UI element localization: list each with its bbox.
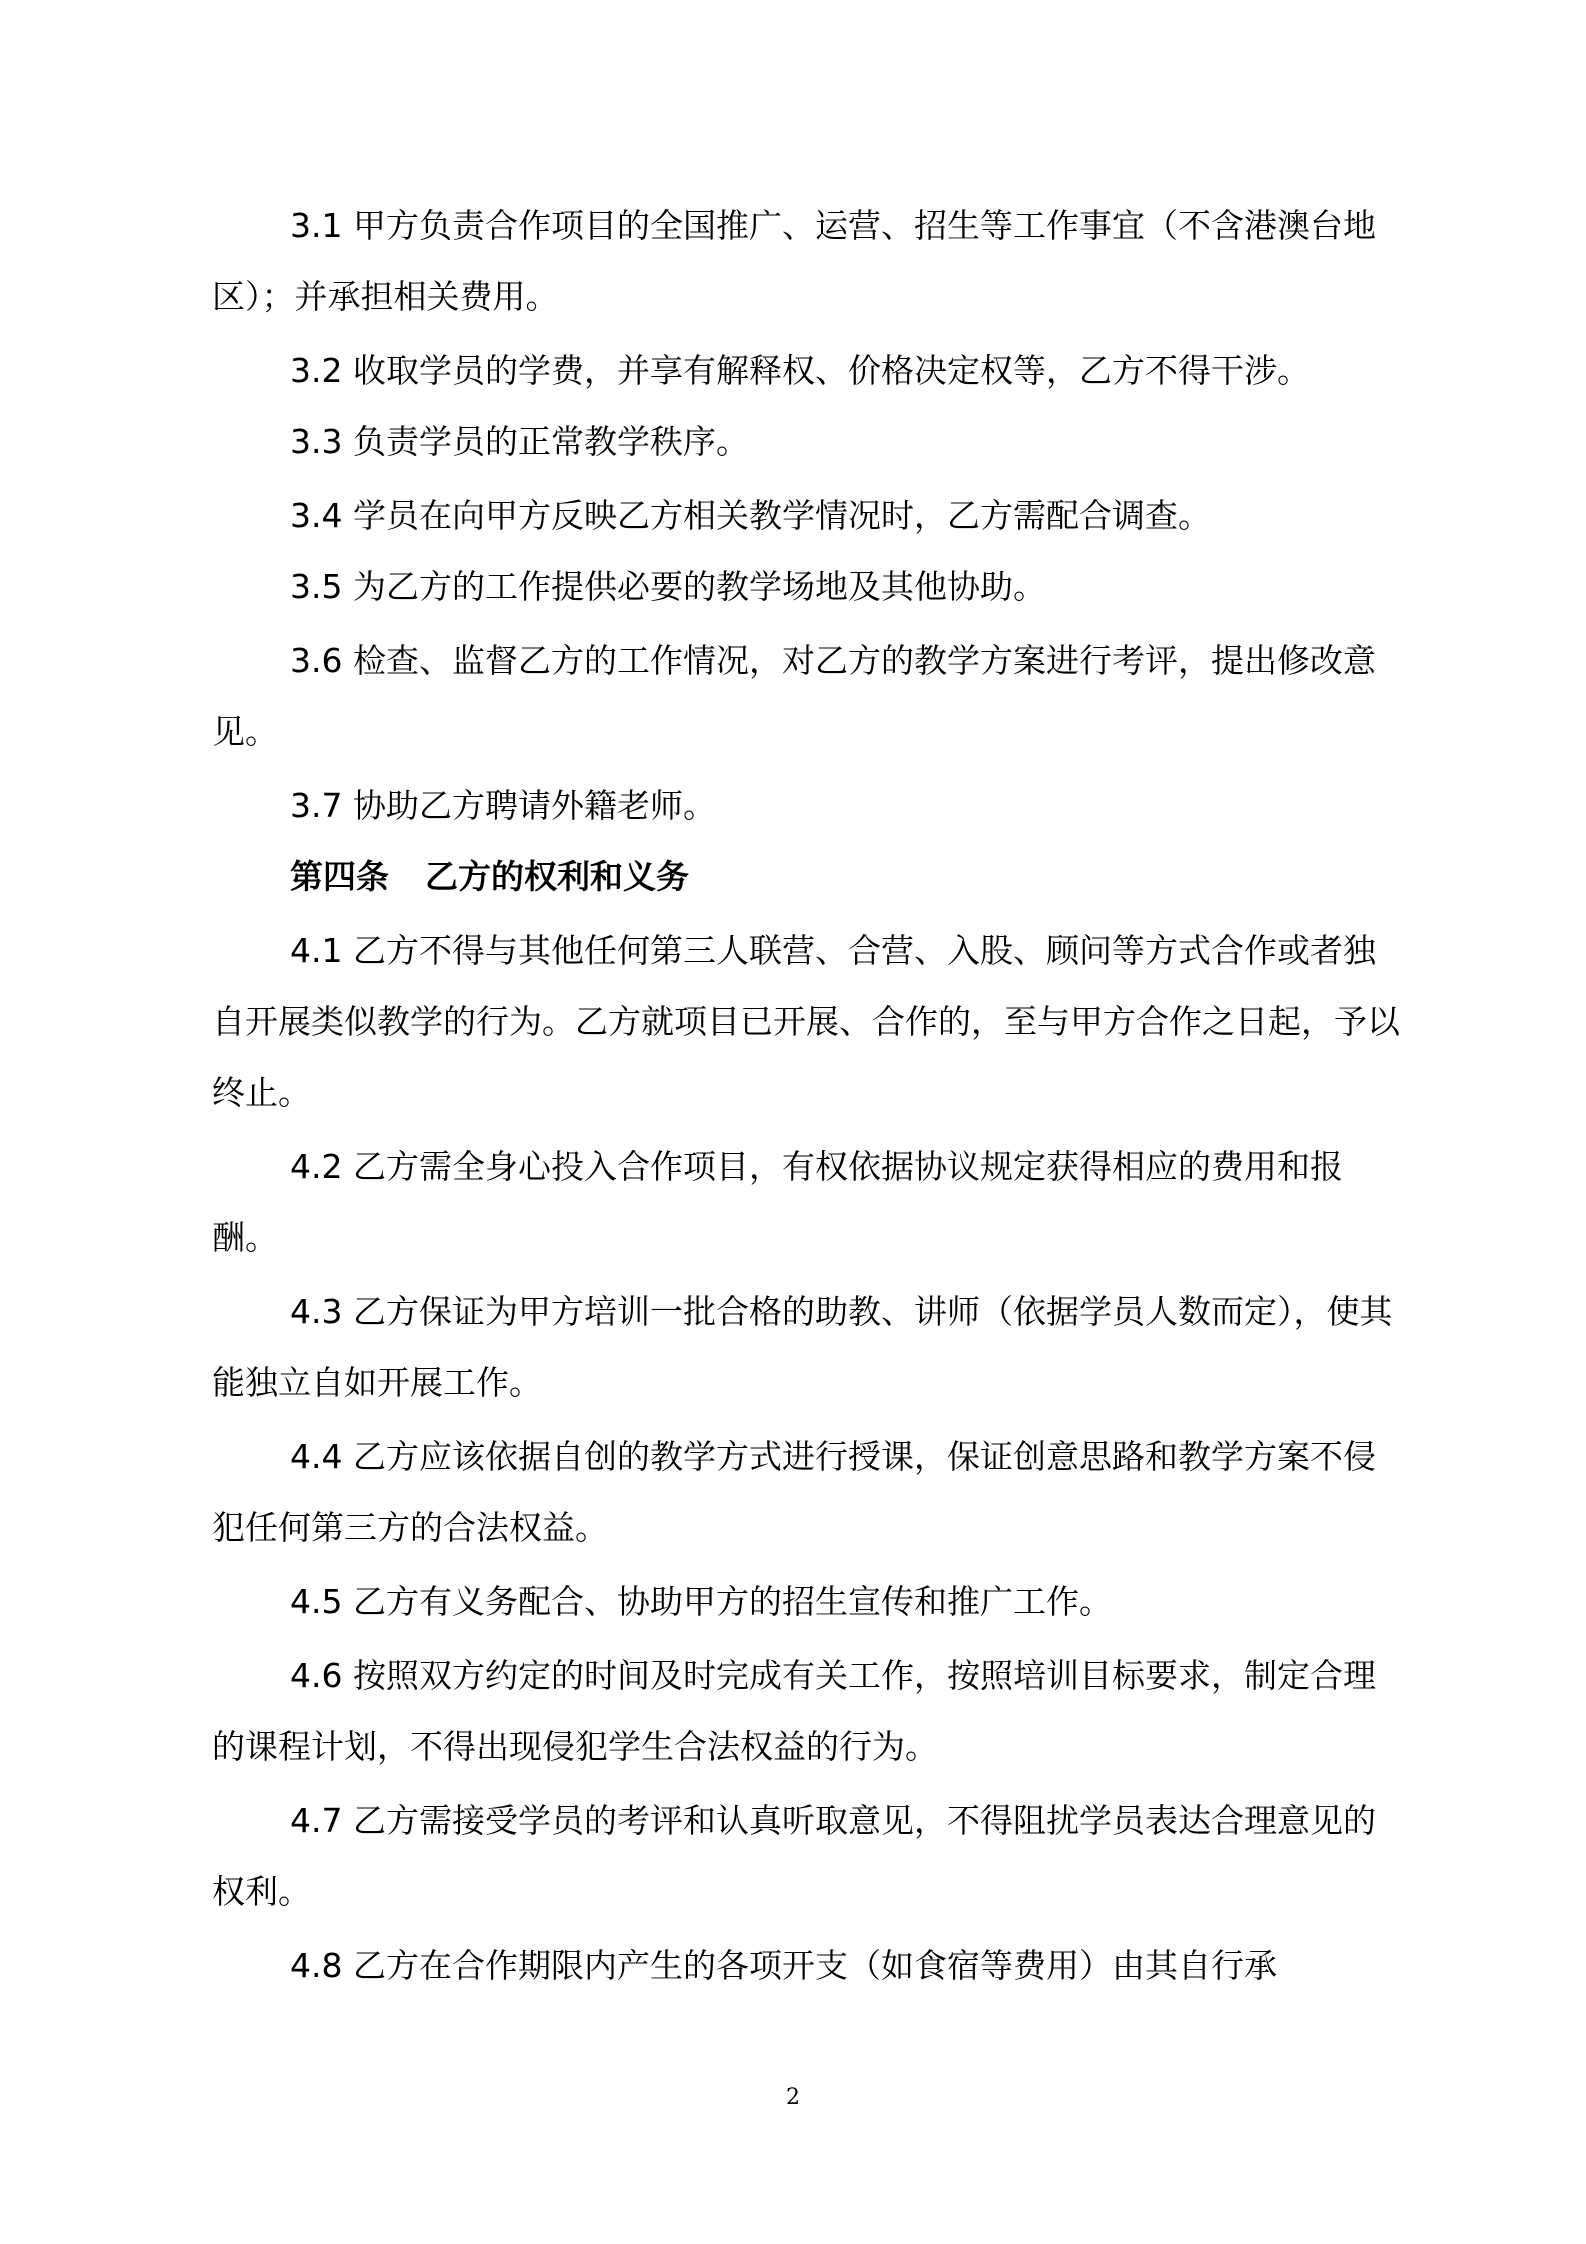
clause-4-7: 4.7 乙方需接受学员的考评和认真听取意见，不得阻扰学员表达合理意见的权利。	[212, 1801, 1376, 1911]
document-body	[212, 190, 1402, 2001]
page-number: 2	[786, 2085, 800, 2110]
article-number: 第四条	[290, 857, 389, 896]
clause-3-1: 3.1 甲方负责合作项目的全国推广、运营、招生等工作事宜（不含港澳台地区）；并承担相关费用。	[212, 206, 1376, 316]
article-title: 乙方的权利和义务	[425, 857, 689, 896]
clause-3-7: 3.7 协助乙方聘请外籍老师。	[290, 786, 716, 825]
clause-3-4: 3.4 学员在向甲方反映乙方相关教学情况时，乙方需配合调查。	[290, 496, 1211, 535]
clause-3-5: 3.5 为乙方的工作提供必要的教学场地及其他协助。	[290, 567, 1046, 606]
article-4-heading	[212, 841, 1402, 912]
clause-4-8: 4.8 乙方在合作期限内产生的各项开支（如食宿等费用）由其自行承	[290, 1946, 1277, 1985]
clause-4-2: 4.2 乙方需全身心投入合作项目，有权依据协议规定获得相应的费用和报酬。	[212, 1147, 1343, 1257]
clause-4-6: 4.6 按照双方约定的时间及时完成有关工作，按照培训目标要求，制定合理的课程计划，不得出现侵犯学生合法权益的行为。	[212, 1656, 1376, 1766]
clause-4-5: 4.5 乙方有义务配合、协助甲方的招生宣传和推广工作。	[290, 1582, 1112, 1621]
clause-3-3: 3.3 负责学员的正常教学秩序。	[290, 422, 749, 461]
clause-4-3: 4.3 乙方保证为甲方培训一批合格的助教、讲师（依据学员人数而定），使其能独立自如开展工作。	[212, 1292, 1393, 1402]
clause-4-4: 4.4 乙方应该依据自创的教学方式进行授课，保证创意思路和教学方案不侵犯任何第三方的合法权益。	[212, 1437, 1376, 1547]
clause-3-6: 3.6 检查、监督乙方的工作情况，对乙方的教学方案进行考评，提出修改意见。	[212, 641, 1376, 751]
clause-4-1: 4.1 乙方不得与其他任何第三人联营、合营、入股、顾问等方式合作或者独自开展类似教学的行为。乙方就项目已开展、合作的，至与甲方合作之日起，予以终止。	[212, 931, 1400, 1112]
clause-3-2: 3.2 收取学员的学费，并享有解释权、价格决定权等，乙方不得干涉。	[290, 351, 1310, 390]
